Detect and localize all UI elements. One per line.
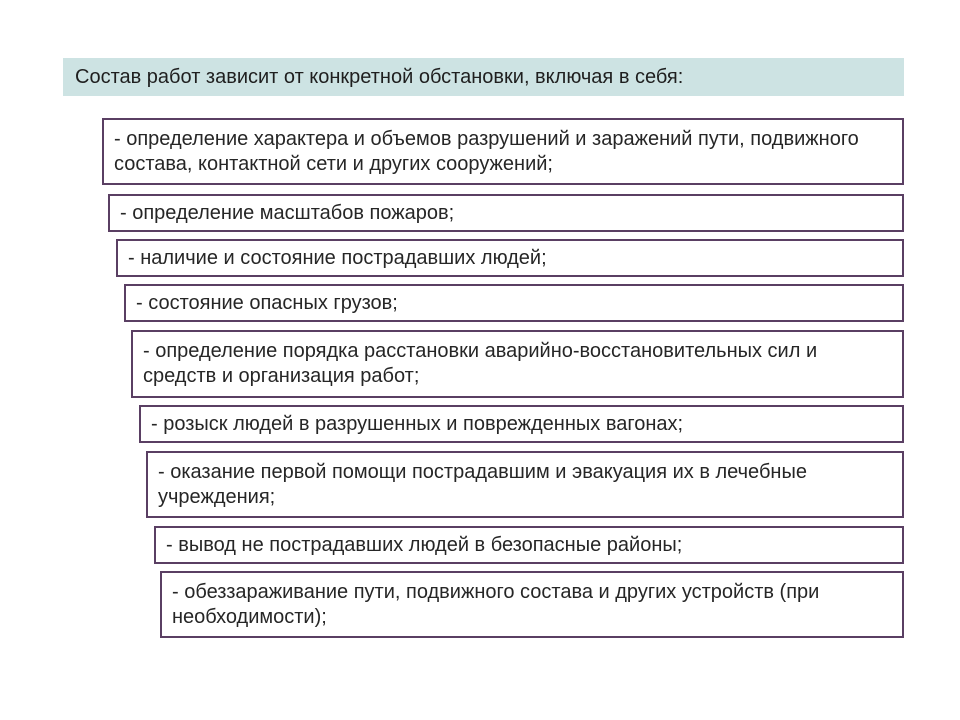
list-item-text: - обеззараживание пути, подвижного состава и других устройств (при необходимости); [172,580,820,628]
list-item-text: - состояние опасных грузов; [136,291,398,314]
list-item [102,118,904,185]
list-item-text: - розыск людей в разрушенных и поврежденных вагонах; [151,412,684,435]
list-item [154,526,904,564]
list-item [131,330,904,398]
list-item-text: - определение характера и объемов разрушений и заражений пути, подвижного состава, контактной сети и других сооружений; [114,127,859,175]
list-item [124,284,904,322]
list-item [108,194,904,232]
list-item-text: - определение порядка расстановки аварийно-восстановительных сил и средств и организация работ; [143,340,818,387]
list-item [146,451,904,518]
list-item-text: - наличие и состояние пострадавших людей; [128,246,547,269]
list-item-text: - определение масштабов пожаров; [120,201,455,224]
slide-title-banner [63,58,904,96]
list-item-text: - оказание первой помощи пострадавшим и эвакуация их в лечебные учреждения; [158,460,807,508]
list-item [160,571,904,638]
list-item-text: - вывод не пострадавших людей в безопасные районы; [166,533,683,556]
list-item [116,239,904,277]
list-item [139,405,904,443]
slide-title: Состав работ зависит от конкретной обстановки, включая в себя: [75,66,684,88]
